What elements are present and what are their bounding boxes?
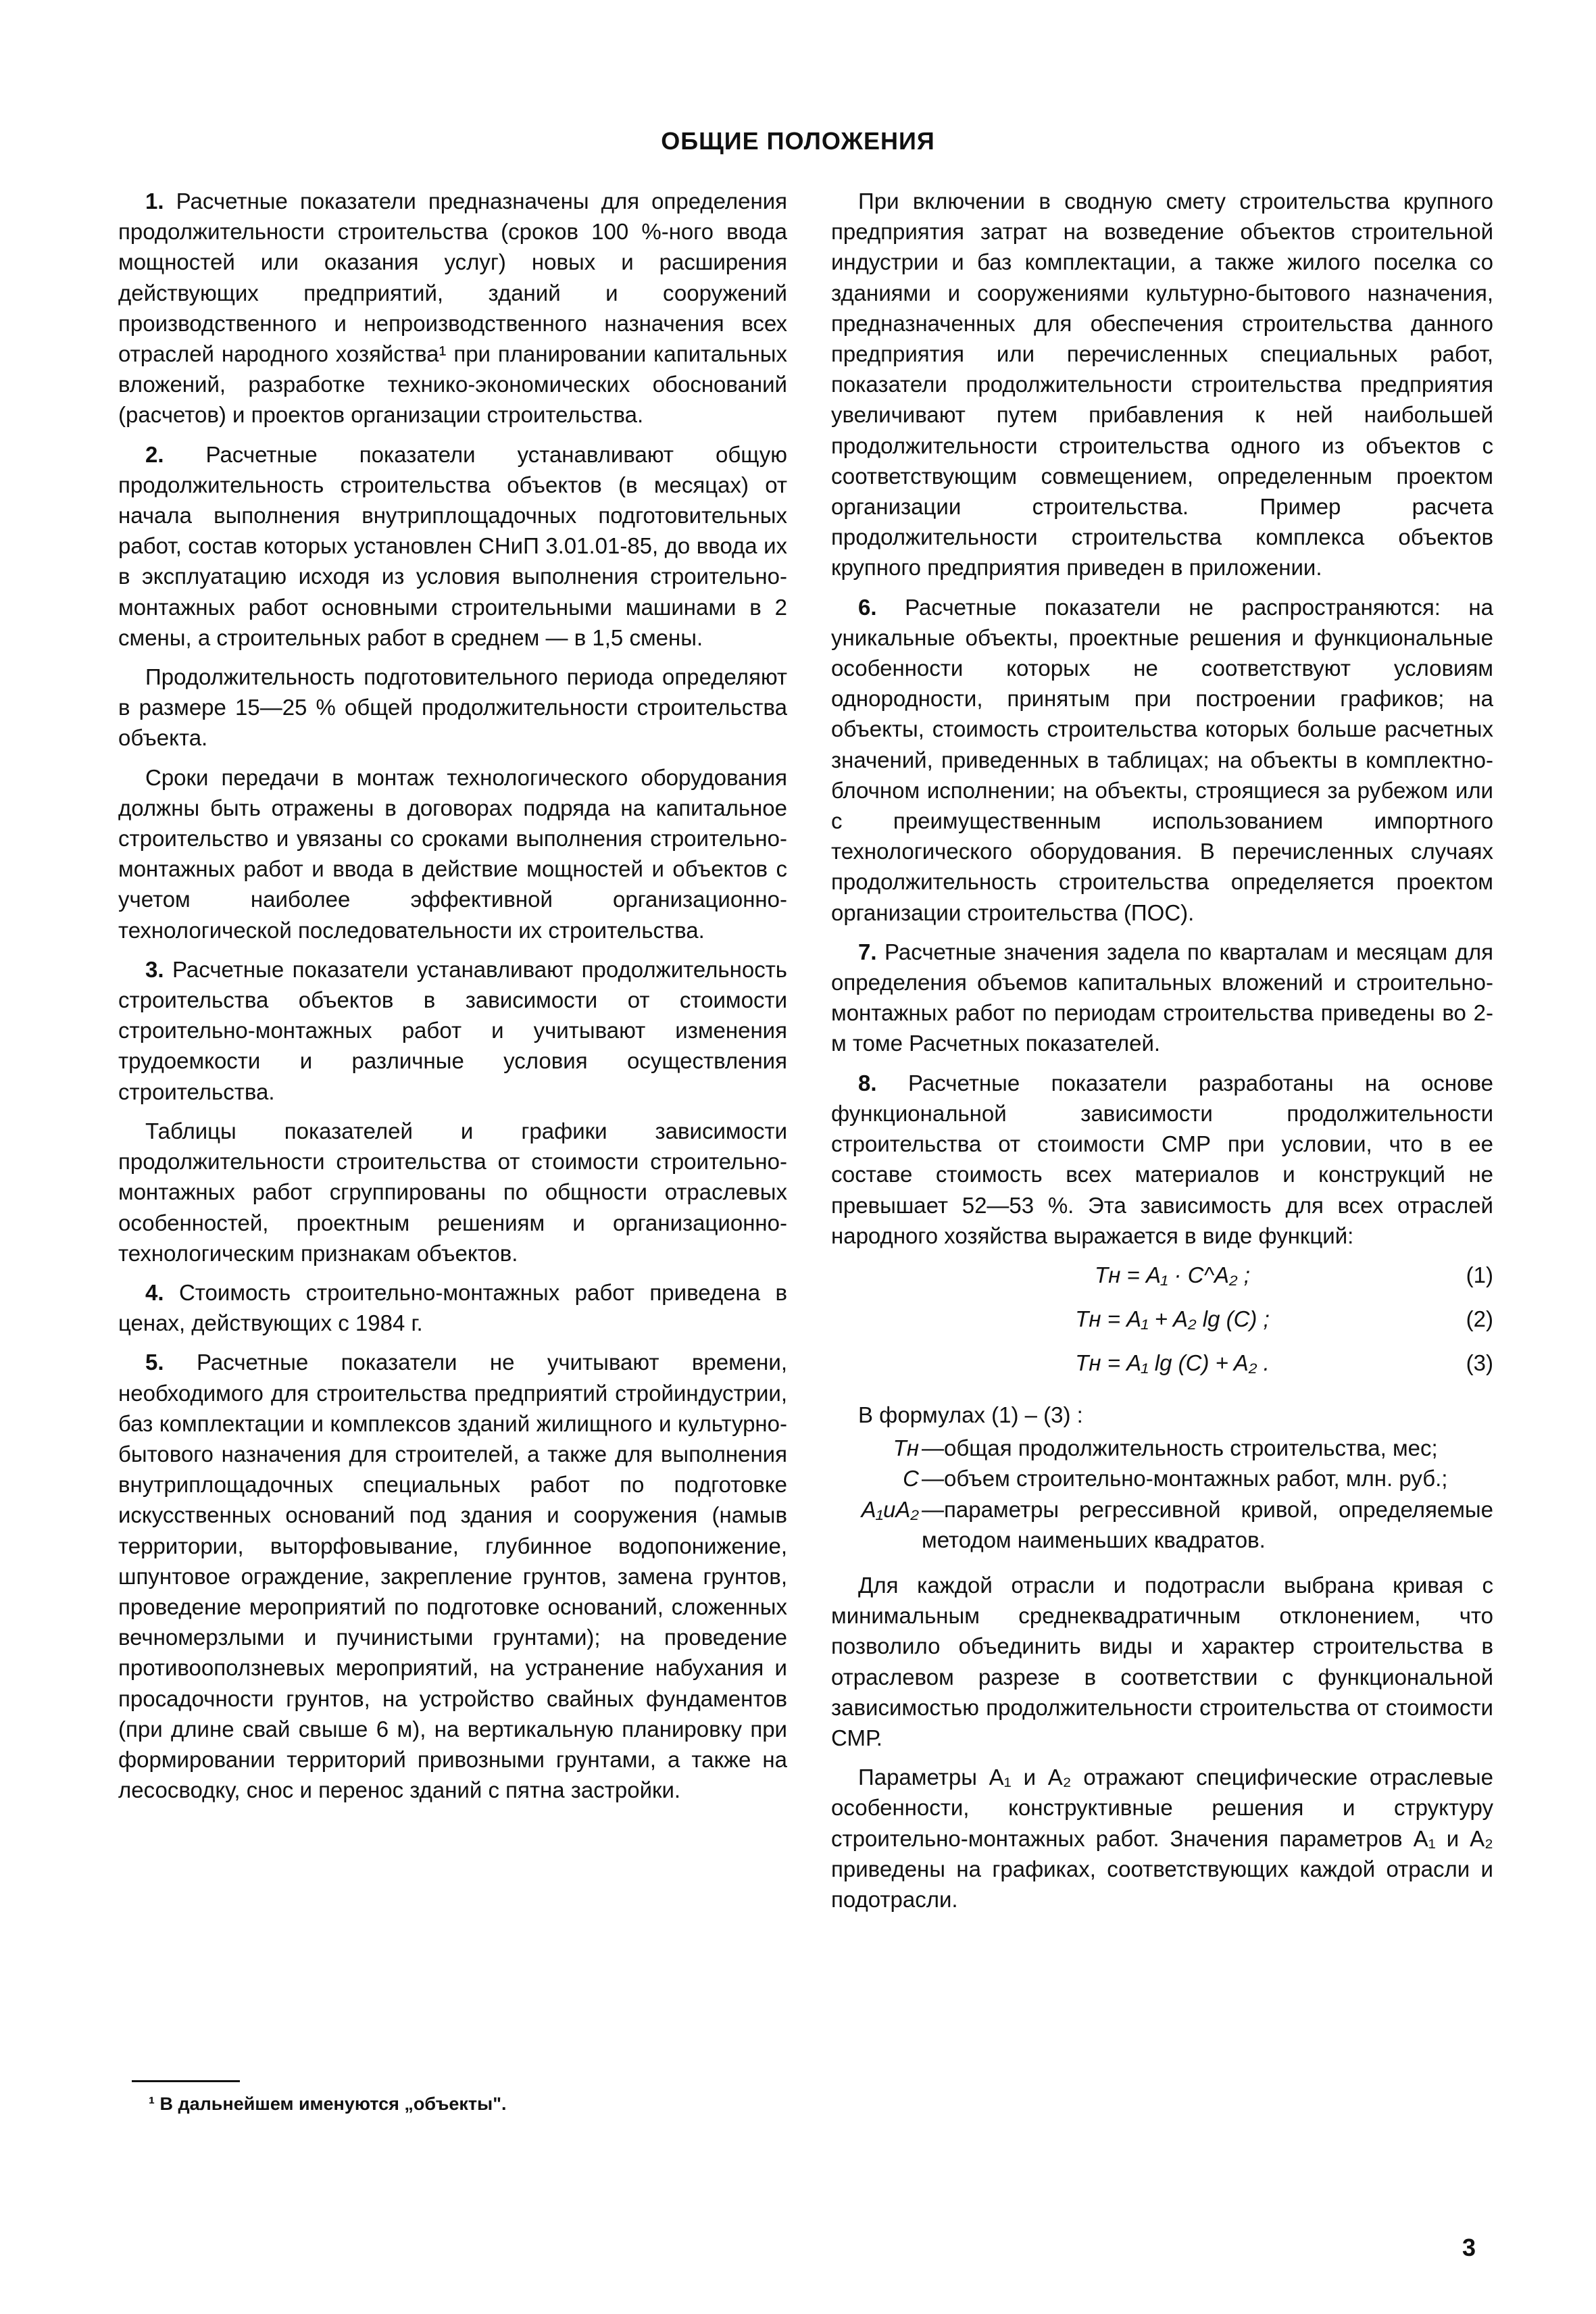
- paragraph-2: [118, 439, 787, 653]
- paragraph-8: [831, 1068, 1493, 1251]
- item-number: 6.: [858, 594, 877, 620]
- formula-expression: Тн = A₁ · C^A₂ ;: [1095, 1262, 1250, 1287]
- formula-expression: Тн = A₁ + A₂ lg (C) ;: [1075, 1306, 1270, 1331]
- paragraph-2b: Сроки передачи в монтаж технологического оборудования должны быть отражены в договорах подряда на капитальное строительство и увязаны со сроками выполнения строительно-монтажных работ и ввода в действие мощностей и объектов с учетом наиболее эффективной организационно-технологической последовательности их строительства.: [118, 764, 787, 943]
- definitions-intro: В формулах (1) – (3) :: [858, 1402, 1083, 1427]
- paragraph-text: Расчетные показатели устанавливают продолжительность строительства объектов в зависимости от стоимости строительно-монтажных работ и учитывают изменения трудоемкости и различные условия осуществления строительства.: [118, 956, 787, 1104]
- definition-item: [831, 1494, 1493, 1555]
- definition-text: —параметры регрессивной кривой, определяемые методом наименьших квадратов.: [922, 1496, 1493, 1552]
- paragraph-text: Расчетные показатели разработаны на основе функциональной зависимости продолжительности строительства от стоимости СМР при условии, что в ее составе стоимость всех материалов и конструкций не превышает 52—53 %. Эта зависимость для всех отраслей народного хозяйства выражается в виде функций:: [831, 1070, 1494, 1248]
- formula-3: [831, 1348, 1493, 1385]
- item-number: 7.: [858, 939, 877, 964]
- page-title: ОБЩИЕ ПОЛОЖЕНИЯ: [661, 127, 935, 155]
- paragraph-1: [118, 186, 787, 430]
- paragraph-4: [118, 1277, 787, 1338]
- definition-symbol: C: [903, 1466, 919, 1492]
- item-number: 2.: [145, 441, 164, 467]
- footnote-divider: [132, 2080, 240, 2082]
- item-number: 3.: [145, 956, 164, 982]
- paragraph-3: [118, 954, 787, 1107]
- definition-item: [831, 1463, 1493, 1494]
- item-number: 1.: [145, 189, 164, 214]
- definition-symbol: Тн: [893, 1435, 919, 1461]
- footnote: ¹ В дальнейшем именуются „объекты".: [149, 2094, 507, 2114]
- paragraph-5: [118, 1347, 787, 1805]
- paragraph-6: [831, 592, 1493, 928]
- paragraph-text: Расчетные показатели устанавливают общую продолжительность строительства объектов (в месяцах) от начала выполнения внутриплощадочных подготовительных работ, состав которых установлен СНиП 3.01.01-85, до ввода их в эксплуатацию исходя из условия выполнения строительно-монтажных работ основными строительными машинами в 2 смены, а строительных работ в среднем — в 1,5 смены.: [118, 441, 788, 650]
- paragraph-2a: Продолжительность подготовительного периода определяют в размере 15—25 % общей продолжительности строительства объекта.: [118, 664, 787, 751]
- right-column: [831, 186, 1493, 1923]
- paragraph-7: [831, 937, 1493, 1059]
- formula-expression: Тн = A₁ lg (C) + A₂ .: [1075, 1350, 1270, 1375]
- formula-2: [831, 1304, 1493, 1341]
- definition-text: —общая продолжительность строительства, мес;: [922, 1435, 1438, 1461]
- paragraph-9: Для каждой отрасли и подотрасли выбрана кривая с минимальным среднеквадратичным отклонением, что позволило объединить виды и характер строительства в отраслевом разрезе в соответствии с функциональной зависимостью продолжительности строительства от стоимости СМР.: [831, 1572, 1493, 1750]
- page-number: 3: [1462, 2234, 1476, 2261]
- item-number: 4.: [145, 1279, 164, 1305]
- paragraph-3a: Таблицы показателей и графики зависимости продолжительности строительства от стоимости строительно-монтажных работ сгруппированы по общности отраслевых особенностей, проектным решениям и организационно-технологическим признакам объектов.: [118, 1118, 787, 1266]
- formula-number: (2): [1466, 1306, 1493, 1331]
- paragraph-text: Расчетные значения задела по кварталам и месяцам для определения объемов капитальных вложений и строительно-монтажных работ по периодам строительства приведены во 2-м томе Расчетных показателей.: [831, 939, 1493, 1056]
- formula-number: (3): [1466, 1350, 1493, 1375]
- left-column: [118, 186, 787, 1814]
- paragraph-text: Расчетные показатели предназначены для определения продолжительности строительства (сроков 100 %-ного ввода мощностей или оказания услуг) новых и расширения действующих предприятий, зданий и сооружений производственного и непроизводственного назначения всех отраслей народного хозяйства¹ при планировании капитальных вложений, разработке технико-экономических обоснований (расчетов) и проектов организации строительства.: [118, 189, 787, 428]
- definition-item: [831, 1433, 1493, 1463]
- paragraph-5a: При включении в сводную смету строительства крупного предприятия затрат на возведение объектов строительной индустрии и баз комплектации, а также жилого поселка со зданиями и сооружениями культурно-бытового назначения, предназначенных для обеспечения строительства данного предприятия или перечисленных специальных работ, показатели продолжительности строительства предприятия увеличивают путем прибавления к ней наибольшей продолжительности строительства одного из объектов с соответствующим совмещением, определенным проектом организации строительства. Пример расчета продолжительности строительства комплекса объектов крупного предприятия приведен в приложении.: [831, 189, 1493, 581]
- paragraph-text: Расчетные показатели не распространяются: на уникальные объекты, проектные решения и функциональные особенности которых не соответствуют условиям однородности, принятым при построении графиков; на объекты, стоимость строительства которых больше расчетных значений, приведенных в таблицах; на объекты в комплектно-блочном исполнении; на объекты, строящиеся за рубежом или с преимущественным использованием импортного технологического оборудования. В перечисленных случаях продолжительность строительства определяется проектом организации строительства (ПОС).: [831, 594, 1493, 925]
- formula-1: [831, 1260, 1493, 1297]
- definition-symbol: A₁иA₂: [861, 1496, 919, 1522]
- paragraph-text: Расчетные показатели не учитывают времени, необходимого для строительства предприятий стройиндустрии, баз комплектации и комплексов зданий жилищного и культурно-бытового назначения для строителей, а также для выполнения внутриплощадочных специальных работ по подготовке искусственных оснований под здания и сооружения (намыв территории, выторфовывание, глубинное водопонижение, шпунтовое ограждение, закрепление грунтов, замена грунтов, проведение мероприятий по подготовке оснований, сложенных вечномерзлыми и пучинистыми грунтами); на проведение противооползневых мероприятий, на устранение набухания и просадочности грунтов, на устройство свайных фундаментов (при длине свай свыше 6 м), на вертикальную планировку при формировании территорий привозными грунтами, а также на лесосводку, снос и перенос зданий с пятна застройки.: [118, 1350, 787, 1803]
- formula-definitions: [831, 1400, 1493, 1555]
- paragraph-10: Параметры A₁ и A₂ отражают специфические отраслевые особенности, конструктивные решения и структуру строительно-монтажных работ. Значения параметров A₁ и A₂ приведены на графиках, соответствующих каждой отрасли и подотрасли.: [831, 1765, 1493, 1912]
- paragraph-text: Стоимость строительно-монтажных работ приведена в ценах, действующих с 1984 г.: [118, 1279, 787, 1336]
- definition-text: —объем строительно-монтажных работ, млн. руб.;: [922, 1466, 1448, 1492]
- item-number: 5.: [145, 1350, 164, 1375]
- item-number: 8.: [858, 1070, 877, 1096]
- formula-number: (1): [1466, 1262, 1493, 1287]
